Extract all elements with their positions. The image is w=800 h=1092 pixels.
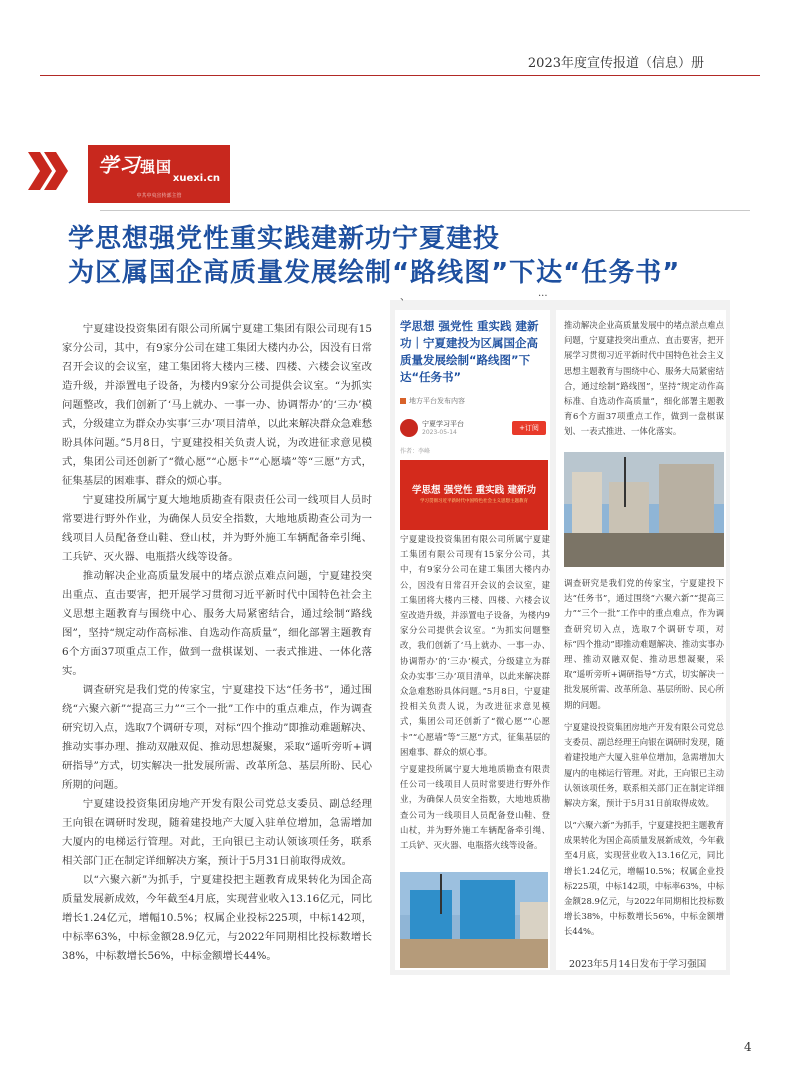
author-line: 作者：李峰 [400,448,431,455]
screenshot-title: 学思想 强党性 重实践 建新功｜宁夏建投为区属国企高质量发展绘制“路线图”下达“任务书” [400,319,539,384]
xuexi-qiangguo-logo: 学习强国 xuexi.cn 中共中央宣传部主管 [88,145,230,203]
paragraph: 宁夏建投所属宁夏大地地质勘查有限责任公司一线项目人员时常要进行野外作业，为确保人员安全指数，大地地质勘查公司为一线项目人员配备登山鞋、登山杖，并为野外施工车辆配备牵引绳、工兵铲、灭火器、电瓶搭火线等设备。 [62,494,372,563]
title-line-2: 为区属国企高质量发展绘制“路线图”下达“任务书” [68,258,681,288]
screenshot-paragraph: 宁夏建设投资集团有限公司所属宁夏建工集团有限公司现有15家分公司，其中，有9家分公司在建工集团大楼内办公，因没有日常召开会议的会议室，建工集团将大楼内三楼、四楼、六楼会议室改造升级，并添置电子设备，为楼内9家分公司提供会议室。“为抓实问题整改，我们创新了‘马上就办、一事一办、协调帮办’的‘三办’模式，分级建立为群众办实事‘三办’项目清单，以此来解决群众急难愁盼具体问题。”5月8日，宁夏建投相关负责人说，为改进征求意见模式，集团公司还创新了“微心愿”“心愿卡”“心愿墙”等“三愿”方式，征集基层的困难事、群众的烦心事。 [400,534,550,757]
paragraph: 宁夏建设投资集团有限公司所属宁夏建工集团有限公司现有15家分公司，其中，有9家分公司在建工集团大楼内办公，因没有日常召开会议的会议室，建工集团将大楼内三楼、四楼、六楼会议室改造升级，并添置电子设备，为楼内9家分公司提供会议室。“为抓实问题整改，我们创新了‘马上就办、一事一办、协调帮办’的‘三办’模式，分级建立为群众办实事‘三办’项目清单，以此来解决群众急难愁盼具体问题。”5月8日，宁夏建投相关负责人说，为改进征求意见模式，集团公司还创新了“微心愿”“心愿卡”“心愿墙”等“三愿”方式，征集基层的困难事、群众的烦心事。 [62,323,372,487]
screenshot-right-column [556,310,726,970]
paragraph: 推动解决企业高质量发展中的堵点淤点难点问题，宁夏建投突出重点、直击要害，把开展学习贯彻习近平新时代中国特色社会主义思想主题教育与围绕中心、服务大局紧密结合，通过绘制“路线图”，坚持“规定动作高标准、自选动作高质量”，细化部署主题教育6个方面37项重点工作，做到一盘棋谋划、一表式推进、一体化落实。 [62,570,372,677]
article-title [68,222,788,290]
article-body [62,320,372,966]
header-title: 2023年度宣传报道（信息）册 [527,56,704,71]
subscribe-button[interactable]: +订阅 [512,421,546,435]
screenshot-paragraph: 宁夏建投所属宁夏大地地质勘查有限责任公司一线项目人员时常要进行野外作业，为确保人员安全指数，大地地质勘查公司为一线项目人员配备登山鞋、登山杖，并为野外施工车辆配备牵引绳、工兵铲、灭火器、电瓶搭火线等设备。 [400,764,550,851]
account-name: 宁夏学习平台 [422,420,464,428]
construction-photo [564,452,724,567]
title-line-1: 学思想强党性重实践建新功宁夏建投 [68,224,501,254]
header-divider [40,75,760,76]
paragraph: 以“六聚六新”为抓手，宁夏建投把主题教育成果转化为国企高质量发展新成效，今年截至4月底，实现营业收入13.16亿元，同比增长1.24亿元，增幅10.5%；权属企业投标225项，中标142项，中标率63%，中标金额28.9亿元，与2022年同期相比投标数增长38%，中标数增长56%，中标金额增长44%。 [62,874,372,962]
theme-banner: 学思想 强党性 重实践 建新功 学习贯彻习近平新时代中国特色社会主义思想主题教育 [400,460,548,530]
avatar [400,419,418,437]
construction-photo [400,872,548,968]
title-divider [100,210,750,211]
screenshot-paragraph: 推动解决企业高质量发展中的堵点淤点难点问题，宁夏建投突出重点、直击要害，把开展学习贯彻习近平新时代中国特色社会主义思想主题教育与围绕中心、服务大局紧密结合，通过绘制“路线图”，坚持“规定动作高标准、自选动作高质量”，细化部署主题教育6个方面37项重点工作，做到一盘棋谋划、一表式推进、一体化落实。 [564,320,724,437]
account-row [400,418,548,442]
paragraph: 宁夏建设投资集团房地产开发有限公司党总支委员、副总经理王向银在调研时发现，随着建投地产大厦入驻单位增加，急需增加大厦内的电梯运行管理。对此，王向银已主动认领该项任务，联系相关部门正在制定详细解决方案，预计于5月31日前取得成效。 [62,798,372,867]
screenshot-paragraph: 调查研究是我们党的传家宝，宁夏建投下达“任务书”，通过围绕“六聚六新”“提高三力”“三个一批”工作中的重点难点，作为调查研究切入点，选取7个调研专项，对标“四个推动”即推动难题解决、推动实事办理、推动双融双促、推动思想凝聚，采取“遥听旁听+调研指导”方式，切实解决一批发展所需、改革所急、基层所盼、民心所期的问题。 [564,578,724,710]
chevron-decoration-icon [28,152,68,190]
publish-date: 2023-05-14 [422,429,457,436]
topic-tag: 地方平台发布内容 [400,396,465,406]
screenshot-top-marks: 、 ... [400,288,548,303]
screenshot-paragraph: 以“六聚六新”为抓手，宁夏建投把主题教育成果转化为国企高质量发展新成效，今年截至4月底，实现营业收入13.16亿元，同比增长1.24亿元，增幅10.5%；权属企业投标225项，中标142项，中标率63%，中标金额28.9亿元，与2022年同期相比投标数增长38%，中标数增长56%，中标金额增长44%。 [564,820,724,937]
publish-note: 2023年5月14日发布于学习强国 [569,959,707,970]
page-number: 4 [744,1040,752,1054]
screenshot-article-panel [395,310,550,970]
paragraph: 调查研究是我们党的传家宝，宁夏建投下达“任务书”，通过围绕“六聚六新”“提高三力”“三个一批”工作中的重点难点，作为调查研究切入点，选取7个调研专项，对标“四个推动”即推动难题解决、推动实事办理、推动双融双促、推动思想凝聚，采取“遥听旁听+调研指导”方式，切实解决一批发展所需、改革所急、基层所盼、民心所期的问题。 [62,684,372,791]
screenshot-paragraph: 宁夏建设投资集团房地产开发有限公司党总支委员、副总经理王向银在调研时发现，随着建投地产大厦入驻单位增加，急需增加大厦内的电梯运行管理。对此，王向银已主动认领该项任务，联系相关部门正在制定详细解决方案，预计于5月31日前取得成效。 [564,722,724,809]
